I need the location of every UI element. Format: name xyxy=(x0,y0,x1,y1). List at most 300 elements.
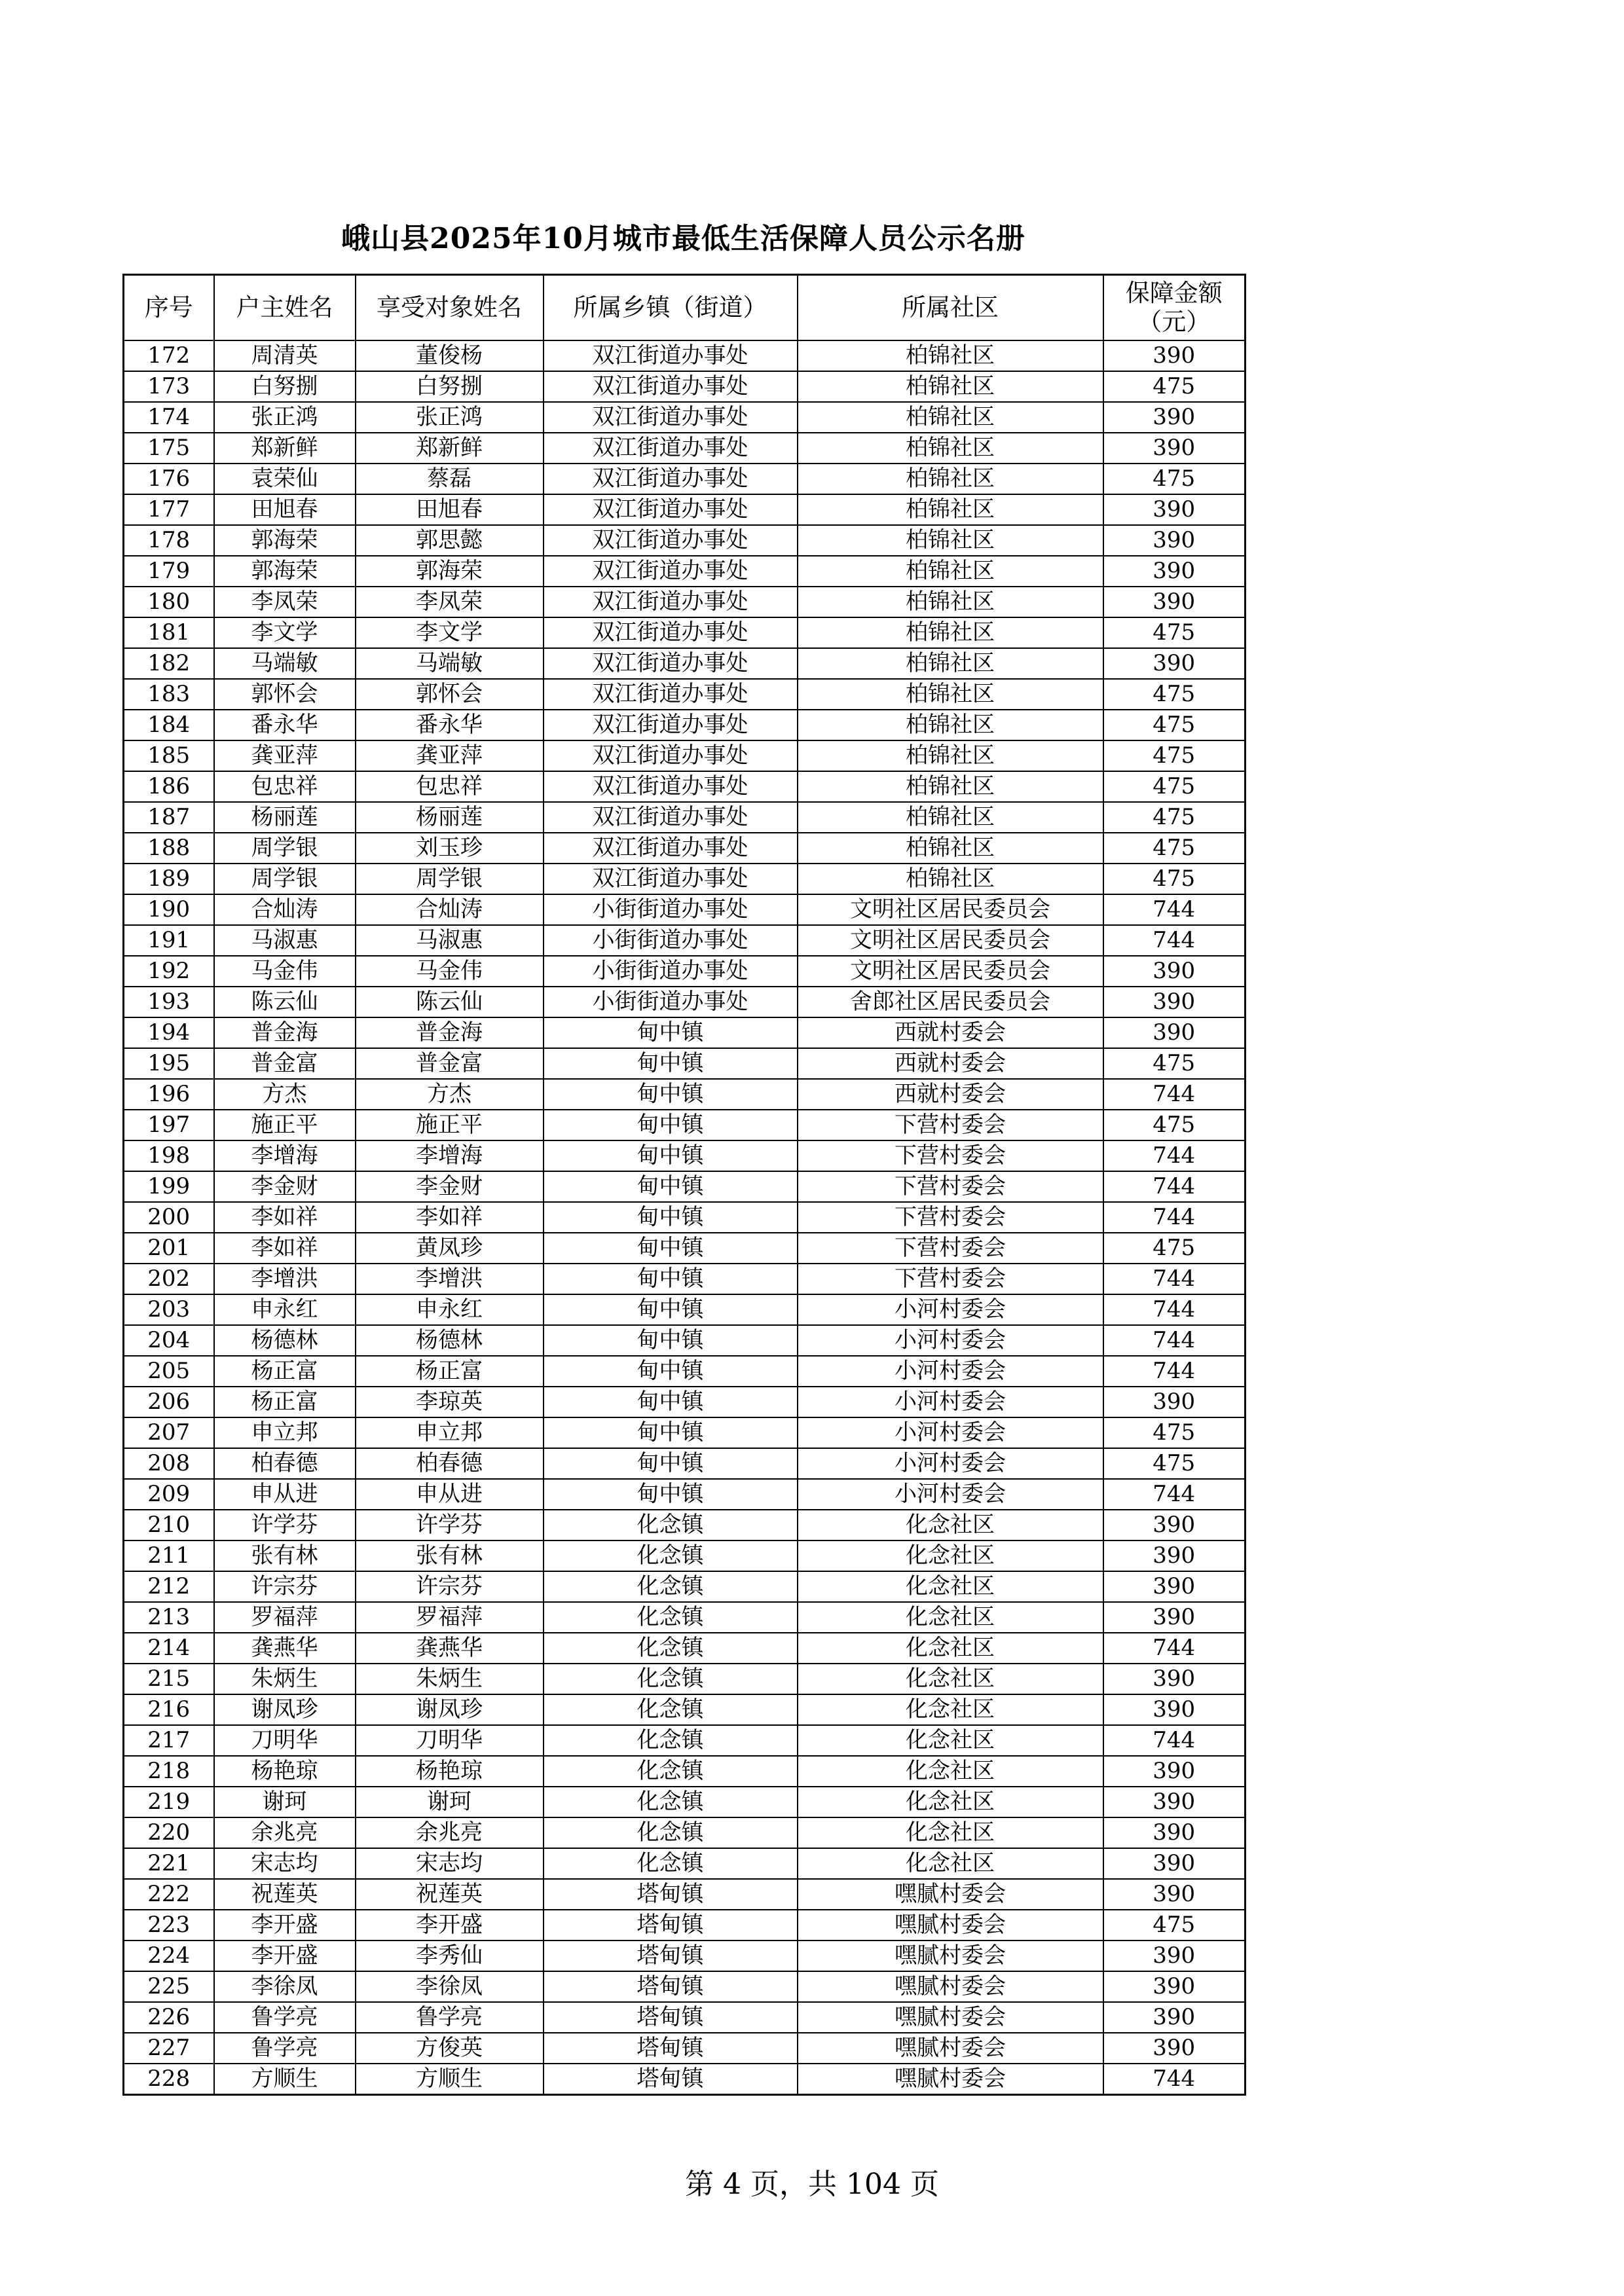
beneficiary-name: 合灿涛 xyxy=(356,894,544,925)
township: 化念镇 xyxy=(544,1602,798,1633)
community: 柏锦社区 xyxy=(798,771,1103,802)
amount: 475 xyxy=(1103,833,1246,864)
table-row xyxy=(124,617,1246,648)
beneficiary-name: 李文学 xyxy=(356,617,544,648)
table-row xyxy=(124,1540,1246,1571)
amount: 744 xyxy=(1103,1479,1246,1510)
householder-name: 李增海 xyxy=(214,1140,356,1171)
community: 下营村委会 xyxy=(798,1233,1103,1264)
row-index: 215 xyxy=(124,1664,214,1694)
amount: 744 xyxy=(1103,1325,1246,1356)
row-index: 211 xyxy=(124,1540,214,1571)
table-row xyxy=(124,1602,1246,1633)
householder-name: 方杰 xyxy=(214,1079,356,1110)
row-index: 191 xyxy=(124,925,214,956)
amount: 744 xyxy=(1103,1079,1246,1110)
header-householder: 户主姓名 xyxy=(214,275,356,341)
householder-name: 余兆亮 xyxy=(214,1817,356,1848)
amount: 390 xyxy=(1103,987,1246,1017)
header-index: 序号 xyxy=(124,275,214,341)
township: 小街街道办事处 xyxy=(544,925,798,956)
table-row xyxy=(124,894,1246,925)
township: 塔甸镇 xyxy=(544,1941,798,1971)
community: 嘿腻村委会 xyxy=(798,2064,1103,2095)
community: 化念社区 xyxy=(798,1787,1103,1817)
community: 文明社区居民委员会 xyxy=(798,925,1103,956)
amount: 390 xyxy=(1103,587,1246,617)
householder-name: 鲁学亮 xyxy=(214,2033,356,2064)
table-row xyxy=(124,494,1246,525)
beneficiary-name: 鲁学亮 xyxy=(356,2002,544,2033)
beneficiary-name: 马淑惠 xyxy=(356,925,544,956)
householder-name: 郑新鲜 xyxy=(214,433,356,464)
community: 柏锦社区 xyxy=(798,833,1103,864)
township: 小街街道办事处 xyxy=(544,894,798,925)
table-row xyxy=(124,1694,1246,1725)
table-row xyxy=(124,1202,1246,1233)
beneficiary-name: 李凤荣 xyxy=(356,587,544,617)
row-index: 194 xyxy=(124,1017,214,1048)
householder-name: 申永红 xyxy=(214,1294,356,1325)
row-index: 201 xyxy=(124,1233,214,1264)
row-index: 203 xyxy=(124,1294,214,1325)
beneficiary-name: 陈云仙 xyxy=(356,987,544,1017)
beneficiary-name: 龚燕华 xyxy=(356,1633,544,1664)
row-index: 200 xyxy=(124,1202,214,1233)
community: 化念社区 xyxy=(798,1817,1103,1848)
township: 塔甸镇 xyxy=(544,1879,798,1910)
amount: 390 xyxy=(1103,2002,1246,2033)
township: 甸中镇 xyxy=(544,1017,798,1048)
township: 甸中镇 xyxy=(544,1479,798,1510)
community: 化念社区 xyxy=(798,1540,1103,1571)
township: 甸中镇 xyxy=(544,1387,798,1417)
row-index: 182 xyxy=(124,648,214,679)
beneficiary-name: 李增海 xyxy=(356,1140,544,1171)
township: 化念镇 xyxy=(544,1848,798,1879)
householder-name: 杨正富 xyxy=(214,1356,356,1387)
amount: 390 xyxy=(1103,2033,1246,2064)
amount: 744 xyxy=(1103,1264,1246,1294)
row-index: 216 xyxy=(124,1694,214,1725)
beneficiary-name: 柏春德 xyxy=(356,1448,544,1479)
township: 甸中镇 xyxy=(544,1325,798,1356)
township: 双江街道办事处 xyxy=(544,371,798,402)
householder-name: 施正平 xyxy=(214,1110,356,1140)
table-row xyxy=(124,1664,1246,1694)
amount: 390 xyxy=(1103,433,1246,464)
amount: 390 xyxy=(1103,1941,1246,1971)
amount: 475 xyxy=(1103,1048,1246,1079)
township: 化念镇 xyxy=(544,1694,798,1725)
table-row xyxy=(124,1294,1246,1325)
householder-name: 李徐凤 xyxy=(214,1971,356,2002)
beneficiary-name: 李秀仙 xyxy=(356,1941,544,1971)
amount: 475 xyxy=(1103,617,1246,648)
row-index: 196 xyxy=(124,1079,214,1110)
householder-name: 李如祥 xyxy=(214,1202,356,1233)
beneficiary-name: 刀明华 xyxy=(356,1725,544,1756)
amount: 390 xyxy=(1103,1510,1246,1540)
township: 化念镇 xyxy=(544,1540,798,1571)
amount: 390 xyxy=(1103,1817,1246,1848)
table-row xyxy=(124,1140,1246,1171)
beneficiary-name: 许学芬 xyxy=(356,1510,544,1540)
row-index: 174 xyxy=(124,402,214,433)
row-index: 213 xyxy=(124,1602,214,1633)
beneficiary-name: 黄凤珍 xyxy=(356,1233,544,1264)
householder-name: 谢珂 xyxy=(214,1787,356,1817)
amount: 475 xyxy=(1103,1233,1246,1264)
amount: 475 xyxy=(1103,1448,1246,1479)
table-row xyxy=(124,525,1246,556)
row-index: 192 xyxy=(124,956,214,987)
township: 塔甸镇 xyxy=(544,2033,798,2064)
table-row xyxy=(124,556,1246,587)
township: 甸中镇 xyxy=(544,1448,798,1479)
householder-name: 番永华 xyxy=(214,710,356,740)
beneficiary-name: 申立邦 xyxy=(356,1417,544,1448)
row-index: 176 xyxy=(124,464,214,494)
table-row xyxy=(124,1633,1246,1664)
table-row xyxy=(124,1479,1246,1510)
community: 柏锦社区 xyxy=(798,617,1103,648)
householder-name: 田旭春 xyxy=(214,494,356,525)
row-index: 225 xyxy=(124,1971,214,2002)
row-index: 228 xyxy=(124,2064,214,2095)
beneficiary-name: 杨艳琼 xyxy=(356,1756,544,1787)
community: 西就村委会 xyxy=(798,1048,1103,1079)
beneficiary-name: 马金伟 xyxy=(356,956,544,987)
row-index: 199 xyxy=(124,1171,214,1202)
amount: 390 xyxy=(1103,1387,1246,1417)
township: 双江街道办事处 xyxy=(544,864,798,894)
amount: 390 xyxy=(1103,1694,1246,1725)
table-row xyxy=(124,1387,1246,1417)
amount: 475 xyxy=(1103,710,1246,740)
roster-body xyxy=(124,340,1246,2095)
householder-name: 鲁学亮 xyxy=(214,2002,356,2033)
householder-name: 李金财 xyxy=(214,1171,356,1202)
township: 甸中镇 xyxy=(544,1048,798,1079)
community: 化念社区 xyxy=(798,1694,1103,1725)
beneficiary-name: 朱炳生 xyxy=(356,1664,544,1694)
beneficiary-name: 白努捌 xyxy=(356,371,544,402)
amount: 390 xyxy=(1103,556,1246,587)
amount: 390 xyxy=(1103,1540,1246,1571)
community: 文明社区居民委员会 xyxy=(798,956,1103,987)
community: 柏锦社区 xyxy=(798,525,1103,556)
community: 嘿腻村委会 xyxy=(798,2033,1103,2064)
township: 双江街道办事处 xyxy=(544,525,798,556)
beneficiary-name: 田旭春 xyxy=(356,494,544,525)
community: 化念社区 xyxy=(798,1510,1103,1540)
community: 柏锦社区 xyxy=(798,679,1103,710)
table-row xyxy=(124,1079,1246,1110)
township: 化念镇 xyxy=(544,1817,798,1848)
householder-name: 郭海荣 xyxy=(214,556,356,587)
row-index: 197 xyxy=(124,1110,214,1140)
table-row xyxy=(124,433,1246,464)
township: 双江街道办事处 xyxy=(544,740,798,771)
amount: 390 xyxy=(1103,648,1246,679)
beneficiary-name: 祝莲英 xyxy=(356,1879,544,1910)
beneficiary-name: 杨德林 xyxy=(356,1325,544,1356)
township: 甸中镇 xyxy=(544,1294,798,1325)
row-index: 193 xyxy=(124,987,214,1017)
row-index: 214 xyxy=(124,1633,214,1664)
community: 嘿腻村委会 xyxy=(798,1971,1103,2002)
table-row xyxy=(124,2064,1246,2095)
table-row xyxy=(124,1448,1246,1479)
beneficiary-name: 包忠祥 xyxy=(356,771,544,802)
community: 化念社区 xyxy=(798,1571,1103,1602)
community: 柏锦社区 xyxy=(798,802,1103,833)
community: 化念社区 xyxy=(798,1602,1103,1633)
amount: 744 xyxy=(1103,1725,1246,1756)
householder-name: 袁荣仙 xyxy=(214,464,356,494)
beneficiary-name: 许宗芬 xyxy=(356,1571,544,1602)
row-index: 222 xyxy=(124,1879,214,1910)
beneficiary-name: 马端敏 xyxy=(356,648,544,679)
table-row xyxy=(124,371,1246,402)
amount: 744 xyxy=(1103,1633,1246,1664)
table-row xyxy=(124,464,1246,494)
row-index: 212 xyxy=(124,1571,214,1602)
table-row xyxy=(124,1848,1246,1879)
householder-name: 朱炳生 xyxy=(214,1664,356,1694)
township: 化念镇 xyxy=(544,1510,798,1540)
community: 柏锦社区 xyxy=(798,587,1103,617)
community: 西就村委会 xyxy=(798,1017,1103,1048)
township: 塔甸镇 xyxy=(544,2064,798,2095)
amount: 744 xyxy=(1103,1356,1246,1387)
community: 小河村委会 xyxy=(798,1417,1103,1448)
row-index: 207 xyxy=(124,1417,214,1448)
community: 柏锦社区 xyxy=(798,740,1103,771)
beneficiary-name: 蔡磊 xyxy=(356,464,544,494)
householder-name: 申从进 xyxy=(214,1479,356,1510)
row-index: 185 xyxy=(124,740,214,771)
community: 化念社区 xyxy=(798,1725,1103,1756)
beneficiary-name: 申从进 xyxy=(356,1479,544,1510)
amount: 390 xyxy=(1103,340,1246,371)
township: 双江街道办事处 xyxy=(544,710,798,740)
community: 小河村委会 xyxy=(798,1448,1103,1479)
row-index: 177 xyxy=(124,494,214,525)
amount: 390 xyxy=(1103,956,1246,987)
beneficiary-name: 余兆亮 xyxy=(356,1817,544,1848)
householder-name: 马端敏 xyxy=(214,648,356,679)
row-index: 178 xyxy=(124,525,214,556)
householder-name: 合灿涛 xyxy=(214,894,356,925)
community: 柏锦社区 xyxy=(798,371,1103,402)
table-row xyxy=(124,1233,1246,1264)
community: 文明社区居民委员会 xyxy=(798,894,1103,925)
householder-name: 许学芬 xyxy=(214,1510,356,1540)
table-row xyxy=(124,1417,1246,1448)
beneficiary-name: 董俊杨 xyxy=(356,340,544,371)
beneficiary-name: 谢凤珍 xyxy=(356,1694,544,1725)
householder-name: 包忠祥 xyxy=(214,771,356,802)
township: 双江街道办事处 xyxy=(544,587,798,617)
amount: 744 xyxy=(1103,2064,1246,2095)
amount: 390 xyxy=(1103,1017,1246,1048)
householder-name: 马淑惠 xyxy=(214,925,356,956)
householder-name: 郭海荣 xyxy=(214,525,356,556)
table-row xyxy=(124,587,1246,617)
beneficiary-name: 申永红 xyxy=(356,1294,544,1325)
beneficiary-name: 郑新鲜 xyxy=(356,433,544,464)
table-row xyxy=(124,1017,1246,1048)
amount: 744 xyxy=(1103,1202,1246,1233)
township: 塔甸镇 xyxy=(544,1971,798,2002)
amount: 475 xyxy=(1103,464,1246,494)
township: 甸中镇 xyxy=(544,1140,798,1171)
householder-name: 普金富 xyxy=(214,1048,356,1079)
row-index: 227 xyxy=(124,2033,214,2064)
amount: 744 xyxy=(1103,1140,1246,1171)
row-index: 195 xyxy=(124,1048,214,1079)
row-index: 172 xyxy=(124,340,214,371)
header-township: 所属乡镇（街道） xyxy=(544,275,798,341)
beneficiary-name: 李金财 xyxy=(356,1171,544,1202)
table-row xyxy=(124,2033,1246,2064)
beneficiary-name: 杨正富 xyxy=(356,1356,544,1387)
householder-name: 陈云仙 xyxy=(214,987,356,1017)
table-row xyxy=(124,1264,1246,1294)
beneficiary-name: 刘玉珍 xyxy=(356,833,544,864)
community: 下营村委会 xyxy=(798,1171,1103,1202)
householder-name: 郭怀会 xyxy=(214,679,356,710)
amount: 390 xyxy=(1103,1879,1246,1910)
table-row xyxy=(124,771,1246,802)
table-row xyxy=(124,956,1246,987)
amount: 475 xyxy=(1103,771,1246,802)
householder-name: 李文学 xyxy=(214,617,356,648)
table-row xyxy=(124,2002,1246,2033)
amount: 390 xyxy=(1103,1971,1246,2002)
row-index: 223 xyxy=(124,1910,214,1941)
row-index: 188 xyxy=(124,833,214,864)
community: 化念社区 xyxy=(798,1848,1103,1879)
row-index: 173 xyxy=(124,371,214,402)
header-community: 所属社区 xyxy=(798,275,1103,341)
community: 下营村委会 xyxy=(798,1110,1103,1140)
row-index: 181 xyxy=(124,617,214,648)
amount: 390 xyxy=(1103,494,1246,525)
community: 化念社区 xyxy=(798,1664,1103,1694)
community: 柏锦社区 xyxy=(798,710,1103,740)
householder-name: 张有林 xyxy=(214,1540,356,1571)
table-row xyxy=(124,1325,1246,1356)
amount: 390 xyxy=(1103,1571,1246,1602)
householder-name: 李开盛 xyxy=(214,1910,356,1941)
householder-name: 杨艳琼 xyxy=(214,1756,356,1787)
table-row xyxy=(124,1356,1246,1387)
page-footer: 第 4 页，共 104 页 xyxy=(685,2168,939,2201)
township: 甸中镇 xyxy=(544,1356,798,1387)
table-row xyxy=(124,925,1246,956)
beneficiary-name: 宋志均 xyxy=(356,1848,544,1879)
community: 小河村委会 xyxy=(798,1356,1103,1387)
header-row xyxy=(124,275,1246,341)
community: 嘿腻村委会 xyxy=(798,1941,1103,1971)
amount: 390 xyxy=(1103,525,1246,556)
beneficiary-name: 李开盛 xyxy=(356,1910,544,1941)
table-row xyxy=(124,740,1246,771)
community: 下营村委会 xyxy=(798,1264,1103,1294)
header-beneficiary: 享受对象姓名 xyxy=(356,275,544,341)
row-index: 204 xyxy=(124,1325,214,1356)
householder-name: 杨丽莲 xyxy=(214,802,356,833)
table-row xyxy=(124,1756,1246,1787)
table-row xyxy=(124,802,1246,833)
document-title: 峨山县2025年10月城市最低生活保障人员公示名册 xyxy=(341,222,1025,255)
beneficiary-name: 李如祥 xyxy=(356,1202,544,1233)
beneficiary-name: 张正鸿 xyxy=(356,402,544,433)
community: 化念社区 xyxy=(798,1633,1103,1664)
table-row xyxy=(124,1171,1246,1202)
community: 嘿腻村委会 xyxy=(798,1879,1103,1910)
amount: 475 xyxy=(1103,679,1246,710)
beneficiary-name: 普金海 xyxy=(356,1017,544,1048)
township: 甸中镇 xyxy=(544,1264,798,1294)
row-index: 179 xyxy=(124,556,214,587)
amount: 475 xyxy=(1103,1417,1246,1448)
amount: 744 xyxy=(1103,1171,1246,1202)
amount: 475 xyxy=(1103,740,1246,771)
table-row xyxy=(124,1817,1246,1848)
row-index: 219 xyxy=(124,1787,214,1817)
table-row xyxy=(124,679,1246,710)
householder-name: 李如祥 xyxy=(214,1233,356,1264)
township: 甸中镇 xyxy=(544,1110,798,1140)
beneficiary-name: 李徐凤 xyxy=(356,1971,544,2002)
amount: 390 xyxy=(1103,1756,1246,1787)
table-row xyxy=(124,864,1246,894)
amount: 475 xyxy=(1103,371,1246,402)
beneficiary-name: 郭海荣 xyxy=(356,556,544,587)
householder-name: 周学银 xyxy=(214,864,356,894)
roster-table xyxy=(122,274,1246,2096)
table-row xyxy=(124,1510,1246,1540)
township: 化念镇 xyxy=(544,1725,798,1756)
community: 嘿腻村委会 xyxy=(798,1910,1103,1941)
amount: 390 xyxy=(1103,1848,1246,1879)
amount: 744 xyxy=(1103,925,1246,956)
householder-name: 周学银 xyxy=(214,833,356,864)
community: 化念社区 xyxy=(798,1756,1103,1787)
township: 双江街道办事处 xyxy=(544,771,798,802)
township: 甸中镇 xyxy=(544,1233,798,1264)
township: 甸中镇 xyxy=(544,1171,798,1202)
township: 化念镇 xyxy=(544,1571,798,1602)
householder-name: 龚亚萍 xyxy=(214,740,356,771)
township: 化念镇 xyxy=(544,1664,798,1694)
township: 双江街道办事处 xyxy=(544,802,798,833)
community: 柏锦社区 xyxy=(798,494,1103,525)
table-row xyxy=(124,402,1246,433)
table-row xyxy=(124,1941,1246,1971)
row-index: 186 xyxy=(124,771,214,802)
householder-name: 李增洪 xyxy=(214,1264,356,1294)
community: 柏锦社区 xyxy=(798,464,1103,494)
beneficiary-name: 郭怀会 xyxy=(356,679,544,710)
township: 甸中镇 xyxy=(544,1079,798,1110)
row-index: 226 xyxy=(124,2002,214,2033)
community: 柏锦社区 xyxy=(798,402,1103,433)
